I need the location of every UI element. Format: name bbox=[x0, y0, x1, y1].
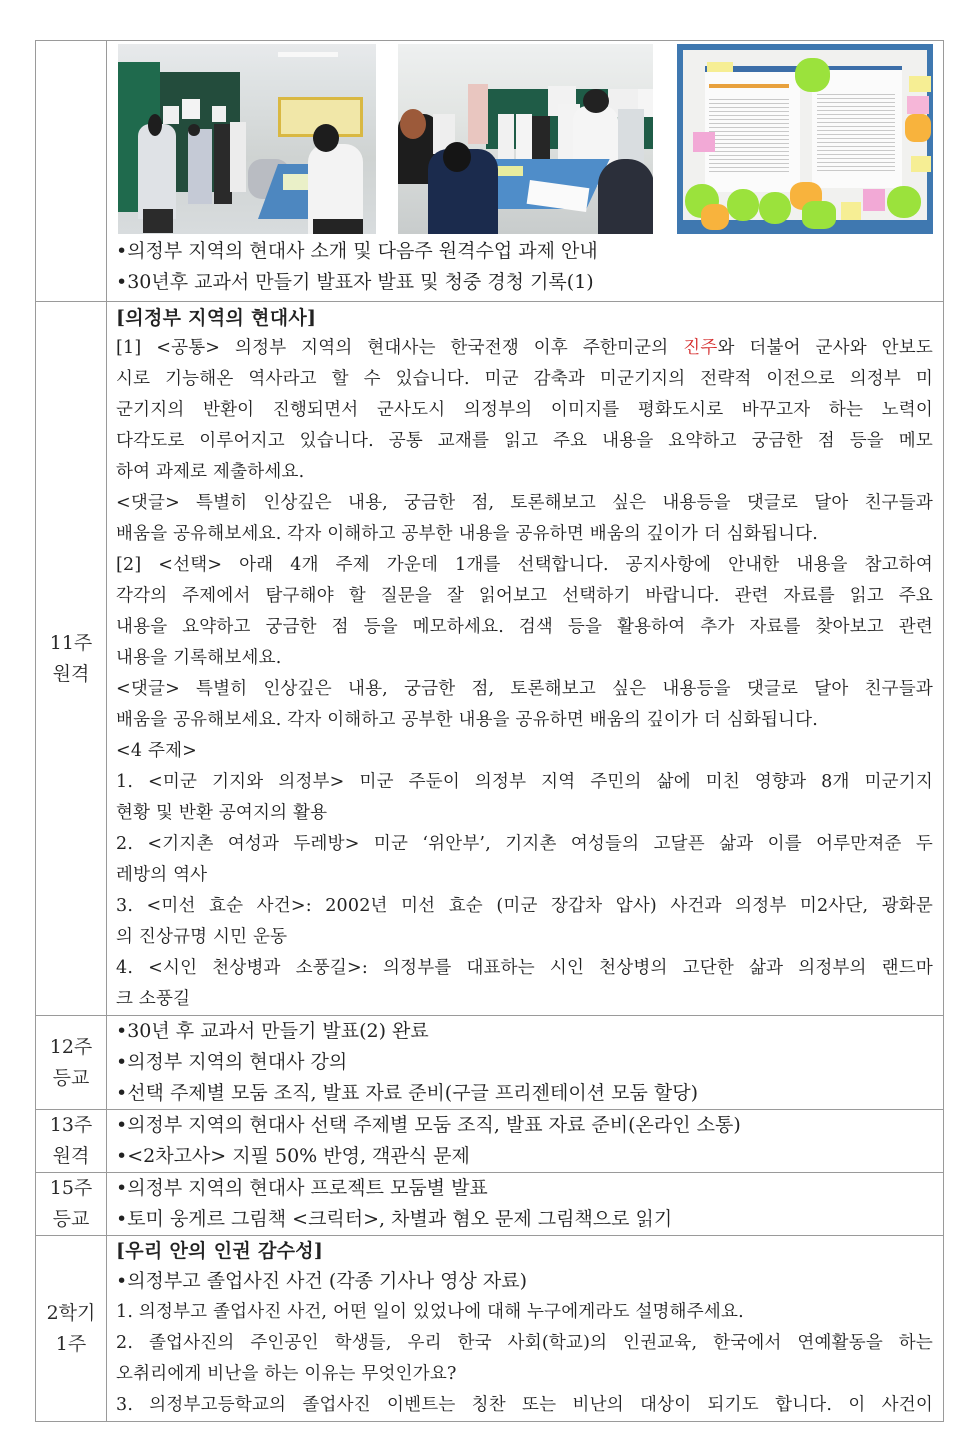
row-line: 1. 의정부고 졸업사진 사건, 어떤 일이 있었나에 대해 누구에게라도 설명해주세요. bbox=[116, 1302, 744, 1322]
table-row-photos bbox=[36, 41, 944, 302]
table-row-semester2-week1 bbox=[36, 1236, 944, 1422]
table-row-week12 bbox=[36, 1016, 944, 1110]
week-label: 2학기 bbox=[46, 1301, 96, 1324]
row-line: •의정부 지역의 현대사 소개 및 다음주 원격수업 과제 안내 bbox=[116, 240, 598, 262]
curriculum-table bbox=[35, 40, 944, 1422]
row-line: 현황 및 반환 공여지의 활용 bbox=[116, 803, 328, 823]
week-cell bbox=[36, 302, 107, 1016]
row-line: 2. <기지촌 여성과 두레방> 미군 ‘위안부’, 기지촌 여성들의 고달픈 삶과 이를 어루만져준 두 bbox=[116, 834, 933, 854]
row-line: •<2차고사> 지필 50% 반영, 객관식 문제 bbox=[116, 1145, 470, 1167]
photo-strip bbox=[118, 41, 933, 236]
table-row-week15 bbox=[36, 1173, 944, 1236]
week-label: 15주 bbox=[49, 1177, 93, 1199]
mode-label: 원격 bbox=[52, 662, 90, 685]
section-heading: [의정부 지역의 현대사] bbox=[116, 307, 317, 329]
row-line: 크 소풍길 bbox=[116, 989, 191, 1009]
row-line: 3. 의정부고등학교의 졸업사진 이벤트는 칭찬 또는 비난의 대상이 되기도 합니다. 이 사건이 bbox=[116, 1395, 933, 1415]
mode-label: 1주 bbox=[55, 1332, 87, 1355]
row-line: 각각의 주제에서 탐구해야 할 질문을 잘 읽어보고 선택하기 바랍니다. 관련 자료를 읽고 주요 bbox=[116, 586, 933, 606]
row-line: 배움을 공유해보세요. 각자 이해하고 공부한 내용을 공유하면 배움의 깊이가 더 심화됩니다. bbox=[116, 710, 819, 730]
row-line: 오취리에게 비난을 하는 이유는 무엇인가요? bbox=[116, 1364, 457, 1384]
row-line: 의 진상규명 시민 운동 bbox=[116, 927, 288, 947]
row-line: 시로 기능해온 역사라고 할 수 있습니다. 미군 감축과 미군기지의 전략적 이전으로 의정부 미 bbox=[116, 369, 933, 389]
week-label: 12주 bbox=[49, 1035, 93, 1058]
poster-photo bbox=[677, 44, 933, 234]
row-line: 4. <시인 천상병과 소풍길>: 의정부를 대표하는 시인 천상병의 고단한 삶과 의정부의 랜드마 bbox=[116, 958, 933, 978]
section-heading: [우리 안의 인권 감수성] bbox=[116, 1240, 324, 1262]
row-line: 내용을 기록해보세요. bbox=[116, 648, 282, 668]
mode-label: 등교 bbox=[52, 1208, 90, 1230]
row-line: [1] <공통> 의정부 지역의 현대사는 한국전쟁 이후 주한미군의 진주와 더불어 군사와 안보도 bbox=[116, 338, 933, 358]
content-cell bbox=[107, 1016, 944, 1110]
content-cell bbox=[107, 1173, 944, 1236]
row-line: <댓글> 특별히 인상깊은 내용, 궁금한 점, 토론해보고 싶은 내용등을 댓글로 달아 친구들과 bbox=[116, 679, 933, 699]
mode-label: 등교 bbox=[52, 1066, 90, 1089]
row-line: 1. <미군 기지와 의정부> 미군 주둔이 의정부 지역 주민의 삶에 미친 영향과 8개 미군기지 bbox=[116, 772, 933, 792]
week-cell bbox=[36, 1173, 107, 1236]
week-cell bbox=[36, 1110, 107, 1173]
week-label: 13주 bbox=[49, 1114, 93, 1136]
week-cell-empty bbox=[36, 41, 107, 302]
row-line: •의정부 지역의 현대사 강의 bbox=[116, 1051, 348, 1073]
row-line: 다각도로 이루어지고 있습니다. 공통 교재를 읽고 주요 내용을 요약하고 궁금한 점 등을 메모 bbox=[116, 431, 933, 451]
classroom-photo-1 bbox=[118, 44, 376, 234]
row-line: 2. 졸업사진의 주인공인 학생들, 우리 한국 사회(학교)의 인권교육, 한국에서 연예활동을 하는 bbox=[116, 1333, 933, 1353]
row-line: 내용을 요약하고 궁금한 점 등을 메모하세요. 검색 등을 활용하여 추가 자료를 찾아보고 관련 bbox=[116, 617, 933, 637]
content-cell bbox=[107, 302, 944, 1016]
table-row-week13 bbox=[36, 1110, 944, 1173]
highlight-text: 진주 bbox=[683, 338, 718, 358]
row-line: •30년후 교과서 만들기 발표자 발표 및 청중 경청 기록(1) bbox=[116, 271, 594, 293]
row-line: 하여 과제로 제출하세요. bbox=[116, 462, 305, 482]
row-line: 배움을 공유해보세요. 각자 이해하고 공부한 내용을 공유하면 배움의 깊이가 더 심화됩니다. bbox=[116, 524, 819, 544]
row-line: •의정부 지역의 현대사 선택 주제별 모둠 조직, 발표 자료 준비(온라인 소통) bbox=[116, 1114, 741, 1136]
mode-label: 원격 bbox=[52, 1145, 90, 1167]
row-line: •선택 주제별 모둠 조직, 발표 자료 준비(구글 프리젠테이션 모둠 할당) bbox=[116, 1082, 698, 1104]
row-line: •의정부 지역의 현대사 프로젝트 모둠별 발표 bbox=[116, 1177, 488, 1199]
row-line: 3. <미선 효순 사건>: 2002년 미선 효순 (미군 장갑차 압사) 사건과 의정부 미2사단, 광화문 bbox=[116, 896, 933, 916]
row-line: <댓글> 특별히 인상깊은 내용, 궁금한 점, 토론해보고 싶은 내용등을 댓글로 달아 친구들과 bbox=[116, 493, 933, 513]
row-line: •토미 웅게르 그림책 <크릭터>, 차별과 혐오 문제 그림책으로 읽기 bbox=[116, 1208, 673, 1230]
week-cell bbox=[36, 1236, 107, 1422]
week-label: 11주 bbox=[49, 631, 93, 654]
week-cell bbox=[36, 1016, 107, 1110]
content-cell bbox=[107, 41, 944, 302]
row-line: •의정부고 졸업사진 사건 (각종 기사나 영상 자료) bbox=[116, 1270, 527, 1292]
classroom-photo-2 bbox=[398, 44, 654, 234]
content-cell bbox=[107, 1236, 944, 1422]
row-line: [2] <선택> 아래 4개 주제 가운데 1개를 선택합니다. 공지사항에 안내한 내용을 참고하여 bbox=[116, 555, 933, 575]
row-line: <4 주제> bbox=[116, 741, 198, 761]
table-row-week11 bbox=[36, 302, 944, 1016]
row-line: 군기지의 반환이 진행되면서 군사도시 의정부의 이미지를 평화도시로 바꾸고자 하는 노력이 bbox=[116, 400, 933, 420]
content-cell bbox=[107, 1110, 944, 1173]
row-line: •30년 후 교과서 만들기 발표(2) 완료 bbox=[116, 1020, 429, 1042]
row-line: 레방의 역사 bbox=[116, 865, 208, 885]
